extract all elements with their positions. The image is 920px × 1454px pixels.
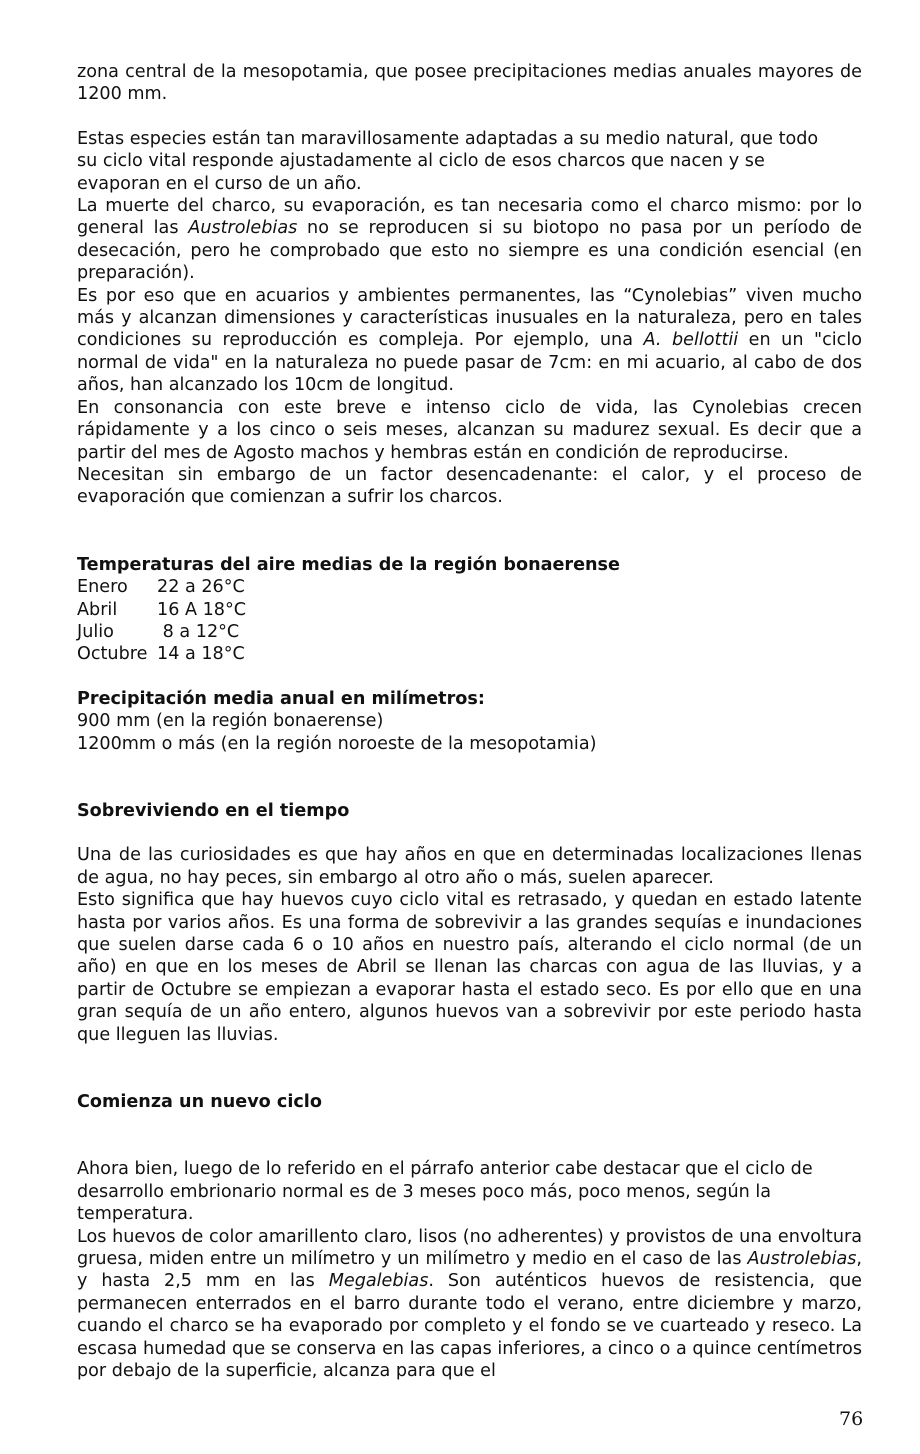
paragraph-significa: Esto significa que hay huevos cuyo ciclo vital es retrasado, y quedan en estado latente hasta por varios años. Es una forma de sobrevivir a las grandes sequías e inundaciones que suelen darse cada 6 o 10 años en nuestro país, alterando el ciclo normal (de un año) en que en los meses de Abril se llenan las charcas con agua de las lluvias, y a partir de Octubre se empiezan a evaporar hasta el estado seco. Es por ello que en una gran sequía de un año entero, algunos huevos van a sobrevivir por este periodo hasta que lleguen las lluvias. bbox=[77, 890, 862, 1045]
text-line: Estas especies están tan maravillosamente adaptadas a su medio natural, que todo bbox=[77, 128, 819, 149]
italic-species-name: A. bellottii bbox=[643, 330, 739, 351]
temperature-range: 22 a 26°C bbox=[157, 577, 245, 598]
heading-sobreviviendo: Sobreviviendo en el tiempo bbox=[77, 800, 350, 821]
text-span: . Son auténticos huevos de resistencia, que permanecen enterrados en el barro durante todo el verano, entre diciembre y marzo, cuando el charco se ha evaporado por completo y el fondo se ve cuarteado y reseco. La escasa humedad que se conserva en las capas inferiores, a cinco o a quince centímetros por debajo de la superficie, alcanza para que el bbox=[77, 1271, 862, 1382]
paragraph-necesitan: Necesitan sin embargo de un factor desencadenante: el calor, y el proceso de evaporación que comienzan a sufrir los charcos. bbox=[77, 464, 862, 508]
text-line: temperatura. bbox=[77, 1204, 194, 1225]
paragraph-consonancia: En consonancia con este breve e intenso ciclo de vida, las Cynolebias crecen rápidamente y a los cinco o seis meses, alcanzan su madurez sexual. Es decir que a partir del mes de Agosto machos y hembras están en condición de reproducirse. bbox=[77, 397, 862, 463]
text-line: Ahora bien, luego de lo referido en el párrafo anterior cabe destacar que el ciclo de bbox=[77, 1159, 813, 1180]
paragraph-intro: zona central de la mesopotamia, que posee precipitaciones medias anuales mayores de 1200 mm. bbox=[77, 62, 862, 105]
precipitation-line: 1200mm o más (en la región noroeste de la mesopotamia) bbox=[77, 733, 597, 754]
heading-temperatures: Temperaturas del aire medias de la región bonaerense bbox=[77, 554, 620, 575]
month-label: Julio bbox=[77, 621, 114, 642]
paragraph-muerte bbox=[77, 195, 862, 285]
temperature-row bbox=[77, 643, 862, 665]
text-span: no se reproducen si su biotopo no pasa por un período de desecación, pero he comprobado que esto no siempre es una condición esencial (en preparación). bbox=[77, 218, 862, 284]
paragraph-huevos bbox=[77, 1226, 862, 1383]
text-span: La muerte del charco, su evaporación, es tan necesaria como el charco mismo: por lo general las bbox=[77, 196, 862, 239]
temperature-range: 8 a 12°C bbox=[157, 621, 240, 642]
text-span: en un "ciclo normal de vida" en la naturaleza no puede pasar de 7cm: en mi acuario, al cabo de dos años, han alcanzado los 10cm de longitud. bbox=[77, 330, 862, 396]
temperature-row bbox=[77, 621, 862, 643]
text-span: Los huevos de color amarillento claro, lisos (no adherentes) y provistos de una envoltura gruesa, miden entre un milímetro y un milímetro y medio en el caso de las bbox=[77, 1226, 862, 1270]
heading-precipitation: Precipitación media anual en milímetros: bbox=[77, 688, 485, 709]
month-label: Octubre bbox=[77, 644, 148, 665]
heading-comienza: Comienza un nuevo ciclo bbox=[77, 1092, 322, 1113]
temperature-list bbox=[77, 576, 862, 666]
temperature-range: 14 a 18°C bbox=[157, 644, 245, 665]
precipitation-line: 900 mm (en la región bonaerense) bbox=[77, 711, 384, 732]
document-page bbox=[77, 61, 862, 1383]
temperature-row bbox=[77, 576, 862, 598]
temperature-row bbox=[77, 599, 862, 621]
text-line: desarrollo embrionario normal es de 3 meses poco más, poco menos, según la bbox=[77, 1181, 772, 1202]
temperature-range: 16 A 18°C bbox=[157, 599, 247, 620]
italic-genus-name: Austrolebias bbox=[747, 1249, 857, 1270]
paragraph-curiosidades: Una de las curiosidades es que hay años en que en determinadas localizaciones llenas de agua, no hay peces, sin embargo al otro año o más, suelen aparecer. bbox=[77, 845, 862, 888]
paragraph-adaptation bbox=[77, 128, 862, 195]
page-number: 76 bbox=[839, 1408, 864, 1430]
month-label: Abril bbox=[77, 599, 118, 620]
paragraph-ahora bbox=[77, 1158, 862, 1225]
paragraph-acuarios bbox=[77, 285, 862, 397]
text-span: , y hasta 2,5 mm en las bbox=[77, 1249, 862, 1292]
text-line: evaporan en el curso de un año. bbox=[77, 173, 362, 194]
month-label: Enero bbox=[77, 577, 128, 598]
text-span: Es por eso que en acuarios y ambientes permanentes, las “Cynolebias” viven mucho más y alcanzan dimensiones y características inusuales en la naturaleza, pero en tales condiciones su reproducción es compleja. Por ejemplo, una bbox=[77, 285, 862, 351]
text-line: su ciclo vital responde ajustadamente al ciclo de esos charcos que nacen y se bbox=[77, 151, 765, 172]
italic-genus-name: Megalebias bbox=[328, 1271, 429, 1292]
italic-species-name: Austrolebias bbox=[188, 218, 298, 239]
